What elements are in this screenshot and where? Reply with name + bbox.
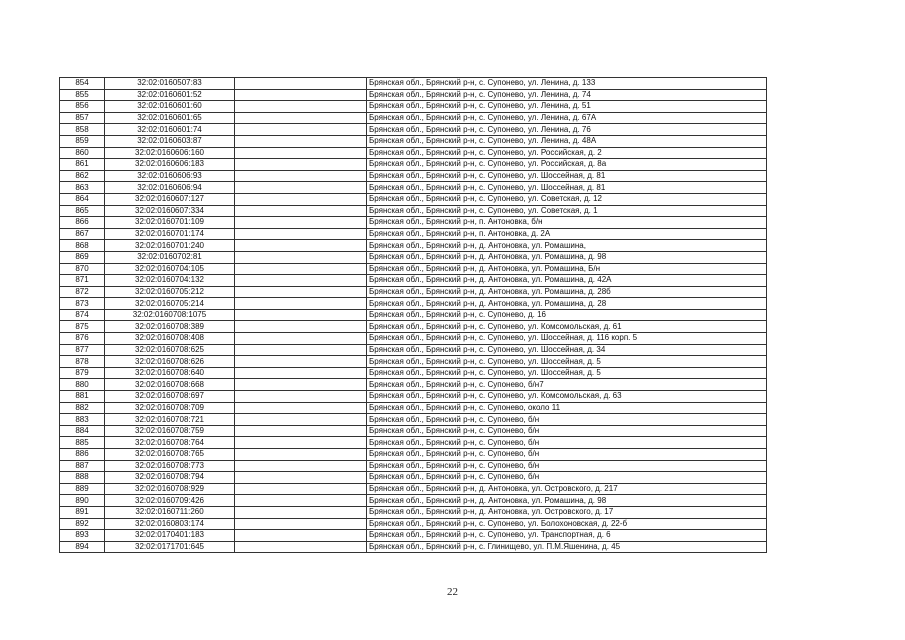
table-row [60, 379, 767, 391]
row-number-cell: 870 [60, 263, 105, 275]
row-number-cell: 876 [60, 333, 105, 345]
address-cell: Брянская обл., Брянский р-н, с. Супонево, ул. Советская, д. 12 [367, 193, 767, 205]
empty-cell [235, 159, 367, 171]
row-number-cell: 873 [60, 298, 105, 310]
row-number-cell: 888 [60, 472, 105, 484]
cadastral-number-cell: 32:02:0160708:1075 [105, 309, 235, 321]
address-cell: Брянская обл., Брянский р-н, с. Супонево, ул. Болохоновская, д. 22-б [367, 518, 767, 530]
address-cell: Брянская обл., Брянский р-н, с. Супонево, ул. Транспортная, д. 6 [367, 530, 767, 542]
empty-cell [235, 414, 367, 426]
address-cell: Брянская обл., Брянский р-н, с. Глинищево, ул. П.М.Яшенина, д. 45 [367, 541, 767, 553]
address-cell: Брянская обл., Брянский р-н, с. Супонево, ул. Шоссейная, д. 5 [367, 367, 767, 379]
table-row [60, 518, 767, 530]
cadastral-number-cell: 32:02:0160701:174 [105, 228, 235, 240]
empty-cell [235, 135, 367, 147]
row-number-cell: 855 [60, 89, 105, 101]
cadastral-number-cell: 32:02:0160601:60 [105, 101, 235, 113]
row-number-cell: 885 [60, 437, 105, 449]
table-row [60, 472, 767, 484]
address-cell: Брянская обл., Брянский р-н, с. Супонево, ул. Ленина, д. 74 [367, 89, 767, 101]
address-cell: Брянская обл., Брянский р-н, с. Супонево, ул. Шоссейная, д. 81 [367, 170, 767, 182]
table-row [60, 506, 767, 518]
row-number-cell: 872 [60, 286, 105, 298]
empty-cell [235, 182, 367, 194]
address-cell: Брянская обл., Брянский р-н, п. Антоновка, б/н [367, 217, 767, 229]
table-row [60, 182, 767, 194]
page-number: 22 [447, 586, 458, 598]
empty-cell [235, 483, 367, 495]
address-cell: Брянская обл., Брянский р-н, п. Антоновка, д. 2А [367, 228, 767, 240]
cadastral-number-cell: 32:02:0171701:645 [105, 541, 235, 553]
cadastral-number-cell: 32:02:0160606:160 [105, 147, 235, 159]
address-cell: Брянская обл., Брянский р-н, д. Антоновка, ул. Ромашина, д. 98 [367, 495, 767, 507]
address-cell: Брянская обл., Брянский р-н, с. Супонево, д. 16 [367, 309, 767, 321]
table-row [60, 135, 767, 147]
empty-cell [235, 344, 367, 356]
address-cell: Брянская обл., Брянский р-н, с. Супонево, ул. Ленина, д. 51 [367, 101, 767, 113]
address-cell: Брянская обл., Брянский р-н, д. Антоновка, ул. Ромашина, [367, 240, 767, 252]
empty-cell [235, 495, 367, 507]
table-row [60, 251, 767, 263]
address-cell: Брянская обл., Брянский р-н, д. Антоновка, ул. Ромашина, Б/н [367, 263, 767, 275]
cadastral-number-cell: 32:02:0160705:212 [105, 286, 235, 298]
table-row [60, 321, 767, 333]
cadastral-number-cell: 32:02:0160708:794 [105, 472, 235, 484]
cadastral-number-cell: 32:02:0160708:389 [105, 321, 235, 333]
table-row [60, 275, 767, 287]
table-row [60, 449, 767, 461]
empty-cell [235, 89, 367, 101]
table-row [60, 298, 767, 310]
table-row [60, 483, 767, 495]
table-row [60, 205, 767, 217]
row-number-cell: 881 [60, 391, 105, 403]
table-row [60, 460, 767, 472]
row-number-cell: 879 [60, 367, 105, 379]
row-number-cell: 891 [60, 506, 105, 518]
cadastral-number-cell: 32:02:0160708:929 [105, 483, 235, 495]
address-cell: Брянская обл., Брянский р-н, с. Супонево, б/н [367, 472, 767, 484]
table-row [60, 124, 767, 136]
table-row [60, 344, 767, 356]
table-row [60, 541, 767, 553]
cadastral-number-cell: 32:02:0160601:74 [105, 124, 235, 136]
empty-cell [235, 78, 367, 90]
empty-cell [235, 333, 367, 345]
table-row [60, 286, 767, 298]
empty-cell [235, 298, 367, 310]
cadastral-number-cell: 32:02:0160606:93 [105, 170, 235, 182]
address-cell: Брянская обл., Брянский р-н, д. Антоновка, ул. Ромашина, д. 28б [367, 286, 767, 298]
cadastral-number-cell: 32:02:0160702:81 [105, 251, 235, 263]
cadastral-number-cell: 32:02:0160708:765 [105, 449, 235, 461]
empty-cell [235, 425, 367, 437]
row-number-cell: 866 [60, 217, 105, 229]
cadastral-number-cell: 32:02:0160708:697 [105, 391, 235, 403]
table-row [60, 495, 767, 507]
table-row [60, 89, 767, 101]
cadastral-number-cell: 32:02:0160704:105 [105, 263, 235, 275]
cadastral-number-cell: 32:02:0160607:334 [105, 205, 235, 217]
row-number-cell: 892 [60, 518, 105, 530]
address-cell: Брянская обл., Брянский р-н, с. Супонево, б/н [367, 449, 767, 461]
address-cell: Брянская обл., Брянский р-н, д. Антоновка, ул. Ромашина, д. 98 [367, 251, 767, 263]
empty-cell [235, 356, 367, 368]
cadastral-number-cell: 32:02:0160708:721 [105, 414, 235, 426]
address-cell: Брянская обл., Брянский р-н, с. Супонево, ул. Российская, д. 2 [367, 147, 767, 159]
records-table [59, 77, 767, 553]
row-number-cell: 871 [60, 275, 105, 287]
empty-cell [235, 437, 367, 449]
empty-cell [235, 275, 367, 287]
empty-cell [235, 449, 367, 461]
cadastral-number-cell: 32:02:0160705:214 [105, 298, 235, 310]
address-cell: Брянская обл., Брянский р-н, с. Супонево, ул. Комсомольская, д. 63 [367, 391, 767, 403]
table-row [60, 193, 767, 205]
table-row [60, 112, 767, 124]
row-number-cell: 874 [60, 309, 105, 321]
empty-cell [235, 367, 367, 379]
cadastral-number-cell: 32:02:0160708:773 [105, 460, 235, 472]
address-cell: Брянская обл., Брянский р-н, с. Супонево, ул. Шоссейная, д. 34 [367, 344, 767, 356]
address-cell: Брянская обл., Брянский р-н, д. Антоновка, ул. Ромашина, д. 42А [367, 275, 767, 287]
row-number-cell: 890 [60, 495, 105, 507]
row-number-cell: 860 [60, 147, 105, 159]
row-number-cell: 863 [60, 182, 105, 194]
empty-cell [235, 217, 367, 229]
row-number-cell: 861 [60, 159, 105, 171]
row-number-cell: 858 [60, 124, 105, 136]
cadastral-number-cell: 32:02:0160704:132 [105, 275, 235, 287]
table-row [60, 391, 767, 403]
address-cell: Брянская обл., Брянский р-н, с. Супонево, ул. Шоссейная, д. 116 корп. 5 [367, 333, 767, 345]
row-number-cell: 893 [60, 530, 105, 542]
row-number-cell: 887 [60, 460, 105, 472]
cadastral-number-cell: 32:02:0160701:109 [105, 217, 235, 229]
row-number-cell: 854 [60, 78, 105, 90]
table-row [60, 333, 767, 345]
table-row [60, 78, 767, 90]
table-row [60, 402, 767, 414]
row-number-cell: 884 [60, 425, 105, 437]
empty-cell [235, 391, 367, 403]
address-cell: Брянская обл., Брянский р-н, д. Антоновка, ул. Островского, д. 17 [367, 506, 767, 518]
cadastral-number-cell: 32:02:0160708:640 [105, 367, 235, 379]
table-row [60, 356, 767, 368]
cadastral-number-cell: 32:02:0160708:625 [105, 344, 235, 356]
address-cell: Брянская обл., Брянский р-н, с. Супонево, ул. Ленина, д. 48А [367, 135, 767, 147]
table-row [60, 170, 767, 182]
row-number-cell: 856 [60, 101, 105, 113]
table-row [60, 228, 767, 240]
cadastral-number-cell: 32:02:0160803:174 [105, 518, 235, 530]
cadastral-number-cell: 32:02:0160708:668 [105, 379, 235, 391]
records-table-body [60, 78, 767, 553]
row-number-cell: 883 [60, 414, 105, 426]
cadastral-number-cell: 32:02:0160601:65 [105, 112, 235, 124]
cadastral-number-cell: 32:02:0160601:52 [105, 89, 235, 101]
table-row [60, 425, 767, 437]
table-row [60, 101, 767, 113]
empty-cell [235, 460, 367, 472]
empty-cell [235, 472, 367, 484]
address-cell: Брянская обл., Брянский р-н, с. Супонево, ул. Комсомольская, д. 61 [367, 321, 767, 333]
address-cell: Брянская обл., Брянский р-н, с. Супонево, б/н [367, 414, 767, 426]
row-number-cell: 867 [60, 228, 105, 240]
address-cell: Брянская обл., Брянский р-н, с. Супонево, около 11 [367, 402, 767, 414]
cadastral-number-cell: 32:02:0160607:127 [105, 193, 235, 205]
address-cell: Брянская обл., Брянский р-н, с. Супонево, б/н [367, 437, 767, 449]
empty-cell [235, 251, 367, 263]
cadastral-number-cell: 32:02:0160603:87 [105, 135, 235, 147]
empty-cell [235, 518, 367, 530]
row-number-cell: 894 [60, 541, 105, 553]
address-cell: Брянская обл., Брянский р-н, д. Антоновка, ул. Ромашина, д. 28 [367, 298, 767, 310]
row-number-cell: 880 [60, 379, 105, 391]
row-number-cell: 864 [60, 193, 105, 205]
empty-cell [235, 402, 367, 414]
empty-cell [235, 228, 367, 240]
row-number-cell: 889 [60, 483, 105, 495]
address-cell: Брянская обл., Брянский р-н, с. Супонево, б/н7 [367, 379, 767, 391]
table-row [60, 217, 767, 229]
cadastral-number-cell: 32:02:0160708:626 [105, 356, 235, 368]
table-row [60, 309, 767, 321]
table-row [60, 437, 767, 449]
table-row [60, 147, 767, 159]
row-number-cell: 869 [60, 251, 105, 263]
row-number-cell: 865 [60, 205, 105, 217]
cadastral-number-cell: 32:02:0160711:260 [105, 506, 235, 518]
address-cell: Брянская обл., Брянский р-н, с. Супонево, б/н [367, 460, 767, 472]
empty-cell [235, 263, 367, 275]
address-cell: Брянская обл., Брянский р-н, с. Супонево, ул. Российская, д. 8а [367, 159, 767, 171]
empty-cell [235, 112, 367, 124]
cadastral-number-cell: 32:02:0160606:94 [105, 182, 235, 194]
cadastral-number-cell: 32:02:0160701:240 [105, 240, 235, 252]
empty-cell [235, 506, 367, 518]
empty-cell [235, 101, 367, 113]
cadastral-number-cell: 32:02:0160708:759 [105, 425, 235, 437]
row-number-cell: 857 [60, 112, 105, 124]
table-row [60, 367, 767, 379]
row-number-cell: 859 [60, 135, 105, 147]
row-number-cell: 875 [60, 321, 105, 333]
table-row [60, 414, 767, 426]
empty-cell [235, 541, 367, 553]
empty-cell [235, 240, 367, 252]
address-cell: Брянская обл., Брянский р-н, с. Супонево, ул. Ленина, д. 67А [367, 112, 767, 124]
empty-cell [235, 379, 367, 391]
cadastral-number-cell: 32:02:0160507:83 [105, 78, 235, 90]
empty-cell [235, 147, 367, 159]
address-cell: Брянская обл., Брянский р-н, с. Супонево, ул. Ленина, д. 133 [367, 78, 767, 90]
empty-cell [235, 170, 367, 182]
address-cell: Брянская обл., Брянский р-н, д. Антоновка, ул. Островского, д. 217 [367, 483, 767, 495]
row-number-cell: 862 [60, 170, 105, 182]
row-number-cell: 878 [60, 356, 105, 368]
table-row [60, 530, 767, 542]
empty-cell [235, 286, 367, 298]
address-cell: Брянская обл., Брянский р-н, с. Супонево, ул. Ленина, д. 76 [367, 124, 767, 136]
address-cell: Брянская обл., Брянский р-н, с. Супонево, ул. Шоссейная, д. 81 [367, 182, 767, 194]
cadastral-number-cell: 32:02:0160708:709 [105, 402, 235, 414]
cadastral-number-cell: 32:02:0160606:183 [105, 159, 235, 171]
empty-cell [235, 205, 367, 217]
row-number-cell: 886 [60, 449, 105, 461]
address-cell: Брянская обл., Брянский р-н, с. Супонево, ул. Советская, д. 1 [367, 205, 767, 217]
cadastral-number-cell: 32:02:0160708:408 [105, 333, 235, 345]
empty-cell [235, 321, 367, 333]
address-cell: Брянская обл., Брянский р-н, с. Супонево, ул. Шоссейная, д. 5 [367, 356, 767, 368]
row-number-cell: 882 [60, 402, 105, 414]
row-number-cell: 877 [60, 344, 105, 356]
address-cell: Брянская обл., Брянский р-н, с. Супонево, б/н [367, 425, 767, 437]
empty-cell [235, 193, 367, 205]
table-row [60, 240, 767, 252]
empty-cell [235, 530, 367, 542]
empty-cell [235, 124, 367, 136]
empty-cell [235, 309, 367, 321]
row-number-cell: 868 [60, 240, 105, 252]
cadastral-number-cell: 32:02:0170401:183 [105, 530, 235, 542]
table-row [60, 159, 767, 171]
table-row [60, 263, 767, 275]
cadastral-number-cell: 32:02:0160708:764 [105, 437, 235, 449]
cadastral-number-cell: 32:02:0160709:426 [105, 495, 235, 507]
